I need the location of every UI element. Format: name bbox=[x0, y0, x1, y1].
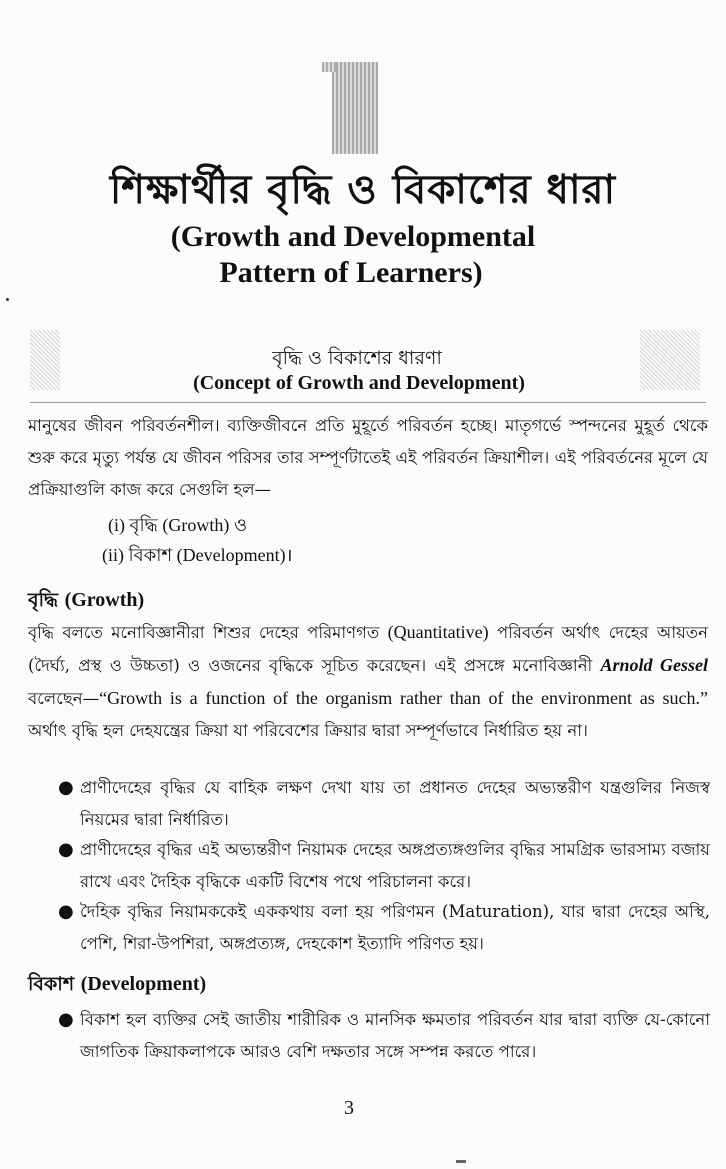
growth-text-quote: “Growth is a function of the organism rather than of the environment as such.” bbox=[99, 688, 708, 708]
growth-bullet bbox=[58, 772, 710, 836]
growth-text-1: বৃদ্ধি বলতে মনোবিজ্ঞানীরা শিশুর দেহের পরিমাণগত bbox=[28, 623, 380, 642]
growth-text-3: বলেছেন— bbox=[28, 689, 100, 708]
growth-text-quantitative: (Quantitative) bbox=[387, 622, 489, 642]
chapter-title-bengali: শিক্ষার্থীর বৃদ্ধি ও বিকাশের ধারা bbox=[109, 166, 617, 213]
chapter-number-graphic bbox=[332, 62, 378, 154]
development-heading-en: (Development) bbox=[80, 973, 207, 995]
growth-bullet bbox=[58, 834, 710, 898]
scan-speck bbox=[6, 298, 9, 301]
growth-bullet-text: দৈহিক বৃদ্ধির নিয়ামককেই এককথায় বলা হয় পরিণমন (Maturation), যার দ্বারা দেহের অস্থি, পেশি, শিরা-উপশিরা, অঙ্গপ্রত্যঙ্গ, দেহকোশ ইত্যাদি পরিণত হয়। bbox=[80, 902, 710, 953]
section-divider bbox=[30, 402, 706, 403]
growth-text-2: পরিবর্তন অর্থাৎ দেহের আয়তন (দৈর্ঘ্য, প্রস্থ ও উচ্চতা) ও ওজনের বৃদ্ধিকে সূচিত করেছেন। এই প্রসঙ্গে মনোবিজ্ঞানী bbox=[28, 623, 709, 675]
intro-list-item-growth: (i) বৃদ্ধি (Growth) ও bbox=[108, 515, 248, 535]
development-heading-bn: বিকাশ bbox=[28, 973, 75, 995]
growth-bullet-text: প্রাণীদেহের বৃদ্ধির এই অভ্যন্তরীণ নিয়ামক দেহের অঙ্গপ্রত্যঙ্গগুলির বৃদ্ধির সামগ্রিক ভারসাম্য বজায় রাখে এবং দৈহিক বৃদ্ধিকে একটি বিশেষ পথে পরিচালনা করে। bbox=[80, 840, 710, 891]
page-number: 3 bbox=[344, 1097, 354, 1119]
growth-text-4: অর্থাৎ বৃদ্ধি হল দেহযন্ত্রের ক্রিয়া যা পরিবেশের ক্রিয়ার দ্বারা সম্পূর্ণভাবে নির্ধারিত হয় না। bbox=[28, 721, 588, 740]
section-title-bengali: বৃদ্ধি ও বিকাশের ধারণা bbox=[272, 347, 442, 369]
chapter-title-english-line2: Pattern of Learners) bbox=[219, 256, 483, 289]
development-bullet bbox=[58, 1004, 710, 1068]
development-bullet-text: বিকাশ হল ব্যক্তির সেই জাতীয় শারীরিক ও মানসিক ক্ষমতার পরিবর্তন যার দ্বারা ব্যক্তি যে-কোনো জাগতিক ক্রিয়াকলাপকে আরও বেশি দক্ষতার সঙ্গে সম্পন্ন করতে পারে। bbox=[80, 1010, 710, 1061]
section-title-english: (Concept of Growth and Development) bbox=[193, 372, 525, 394]
growth-text-name: Arnold Gessel bbox=[600, 655, 709, 675]
growth-heading-bn: বৃদ্ধি bbox=[28, 589, 58, 611]
growth-bullet-text: প্রাণীদেহের বৃদ্ধির যে বাহিক লক্ষণ দেখা যায় তা প্রধানত দেহের অভ্যন্তরীণ যন্ত্রগুলির নিজস্ব নিয়মের দ্বারা নির্ধারিত। bbox=[80, 778, 710, 829]
growth-heading bbox=[28, 586, 144, 618]
intro-paragraph: মানুষের জীবন পরিবর্তনশীল। ব্যক্তিজীবনে প্রতি মুহূর্তে পরিবর্তন হচ্ছে। মাতৃগর্ভে স্পন্দনের মুহূর্ত থেকে শুরু করে মৃত্যু পর্যন্ত যে জীবন পরিসর তার সম্পূর্ণটাতেই এই পরিবর্তন ক্রিয়াশীল। এই পরিবর্তনের মূলে যে প্রক্রিয়াগুলি কাজ করে সেগুলি হল— bbox=[28, 416, 708, 499]
bullet-icon: ● bbox=[58, 777, 74, 798]
growth-heading-en: (Growth) bbox=[64, 589, 145, 611]
bullet-icon: ● bbox=[58, 839, 74, 860]
intro-list-item-development: (ii) বিকাশ (Development)। bbox=[102, 545, 293, 565]
development-heading bbox=[28, 970, 206, 1002]
growth-paragraph bbox=[28, 616, 708, 747]
bullet-icon: ● bbox=[58, 1009, 74, 1030]
chapter-title-english-line1: (Growth and Developmental bbox=[170, 220, 536, 253]
scan-mark bbox=[456, 1160, 466, 1163]
bullet-icon: ● bbox=[58, 901, 74, 922]
growth-bullet bbox=[58, 896, 710, 960]
